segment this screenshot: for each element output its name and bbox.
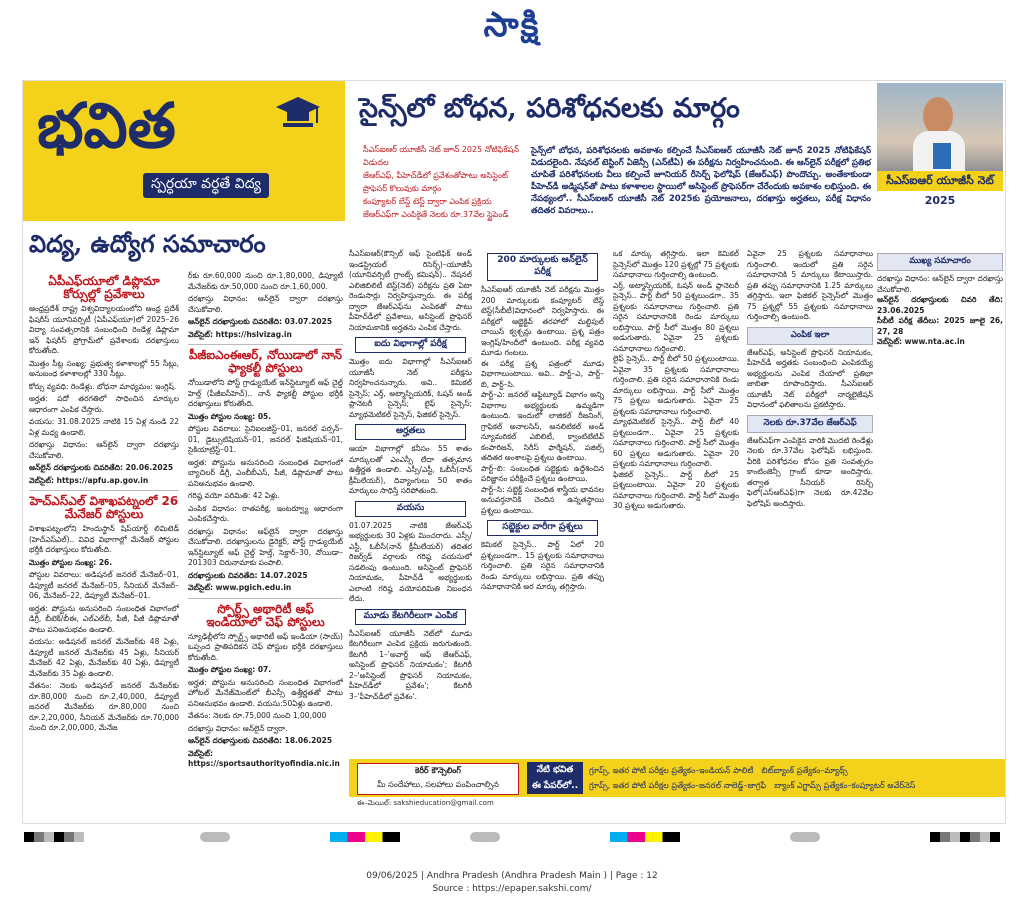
paragraph: 01.07.2025 నాటికి జేఆర్ఎఫ్ అభ్యర్థులకు 30 ఏళ్లకు మించరాదు. ఎస్సీ/ఎస్టీ, ఓబీసీ(నాన్ క్రీమీలేయర్) తదితర రిజర్వ్‌డ్ వర్గాలకు గరిష్ఠ వయసులో సడలింపు ఉంటుంది. అసిస్టెంట్ ప్రొఫెసర్ నియామకం, పీహెచ్‌డీ అభ్యర్థులకు ఎలాంటి గరిష్ఠ వయోపరిమితి నిబంధన లేదు. [349, 520, 472, 603]
label-line: నేటి భవిత [536, 765, 574, 775]
subheading: 200 మార్కులకు ఆన్‌లైన్ పరీక్ష [487, 253, 598, 281]
subheading: అర్హతలు [355, 424, 466, 440]
bhavitha-banner [23, 81, 345, 221]
paragraph: మొత్తం ఐదు విభాగాల్లో సీఎస్ఐఆర్ యూజీసీ నెట్ పరీక్షను నిర్వహించనున్నారు. అవి.. కెమికల్ సైన్సెస్; ఎర్త్, అట్మాస్ఫియరిక్, ఓషన్ అండ్ ప్లానెటరీ సైన్సెస్; లైఫ్ సైన్సెస్; మ్యాథమెటికల్ సైన్సెస్, ఫిజికల్ సైన్సెస్. [349, 357, 472, 419]
section-title: విద్య, ఉద్యోగ సమాచారం [29, 229, 266, 258]
color-bar [200, 832, 230, 842]
subheading: ఎంపిక ఇలా [747, 327, 873, 345]
issue-link[interactable]: బ్యాంక్ ఎగ్జామ్స్ ప్రత్యేకం–కంప్యూటర్ అవేర్‌నెస్ [774, 781, 916, 790]
website-link[interactable]: వెబ్‌సైట్: https://apfu.ap.gov.in [29, 475, 149, 485]
paragraph: జేఆర్ఎఫ్‌గా ఎంపికైన వారికి మొదటి రెండేళ్లు నెలకు రూ.37వేల ఫెలోషిప్ లభిస్తుంది. వీరికి పరిశోధనల కోసం ప్రతి సంవత్సరం కాంటింజెన్సీ గ్రాంట్ కూడా అందిస్తారు. తర్వాత సీనియర్ రిసెర్చ్ ఫెలో(ఎస్ఆర్ఎఫ్)గా నెలకు రూ.42వేల ఫెలోషిప్ అందిస్తారు. [747, 435, 873, 508]
newspaper-logo: సాక్షి [483, 5, 541, 45]
paragraph: వేతనం: నెలకు అడిషనల్ జనరల్ మేనేజర్‌కు రూ.80,000 నుంచి రూ.2,40,000, డిప్యూటీ జనరల్ మేనేజర్‌కు రూ.80,000 నుంచి రూ.2,20,000, సీనియర్ మేనేజర్‌కు రూ.70,000 నుంచి రూ.2,00,000, మేనేజ [29, 681, 179, 732]
book-icon [933, 143, 951, 169]
paragraph: అర్హత: పోస్టును అనుసరించి సంబంధిత విభాగంలో డిగ్రీ, బీటెక్/బీఈ, ఎల్ఎల్‌బీ, పీజీ, పీజీ డిప్లొమాతో పాటు పనిఅనుభవం ఉండాలి. [29, 603, 179, 634]
color-bar [470, 832, 500, 842]
brand-title: భవిత [37, 89, 176, 162]
deadline-text: ఆన్‌లైన్ దరఖాస్తులకు చివరితేది: 20.06.2025 [29, 463, 174, 472]
notice-heading: పీజీఐఎంఈఆర్, నోయిడాలో నాన్ ఫ్యాకల్టీ పోస్టులు [189, 348, 342, 375]
color-bar [930, 832, 1000, 842]
masthead [0, 0, 1024, 52]
page-footer [0, 870, 1024, 896]
student-face [923, 97, 953, 135]
paragraph: సీఎస్ఐఆర్ యూజీసీ నెట్‌లో మూడు కేటగిరీలుగా ఎంపిక ప్రక్రియ జరుగుతుంది. కేటగిరీ 1–'అవార్డ్ ఆఫ్ జేఆర్ఎఫ్, అసిస్టెంట్ ప్రొఫెసర్ నియామకం'; కేటగిరీ 2–'అసిస్టెంట్ ప్రొఫెసర్ నియామకం, పీహెచ్‌డీలో ప్రవేశం'; కేటగిరీ 3–'పీహెచ్‌డీలో ప్రవేశం'. [349, 628, 472, 701]
notice-heading: ఏపీఎఫ్‌యూలో డిప్లొమా కోర్సుల్లో ప్రవేశాలు [48, 274, 160, 301]
color-bar [610, 832, 680, 842]
todays-bhavitha-label [527, 762, 583, 794]
notice-body [188, 632, 343, 770]
divider [29, 490, 179, 491]
page-info: 09/06/2025 | Andhra Pradesh (Andhra Pradesh Main ) | Page : 12 [366, 871, 658, 881]
paragraph: విశాఖపట్నంలోని హిందుస్థాన్ షిప్‌యార్డ్ లిమిటెడ్ (హెచ్‌ఎస్‌ఎల్).. వివిధ విభాగాల్లో మేనేజర్ పోస్టుల భర్తీకి దరఖాస్తులు కోరుతోంది. [29, 524, 179, 554]
issue-links [589, 763, 999, 793]
paragraph: ఒక మార్కు తగ్గిస్తారు. ఇలా కెమికల్ సైన్సెస్‌లో మొత్తం 120 ప్రశ్నల్లో 75 ప్రశ్నలకు సమాధానాలు గుర్తించాల్సి ఉంటుంది. [613, 249, 739, 279]
exam-dates: సీబీటీ పరీక్ష తేదీలు: 2025 జూలై 26, 27, 28 [877, 316, 1003, 336]
article-headline: సైన్స్‌లో బోధన, పరిశోధనలకు మార్గం [359, 93, 740, 124]
paragraph: మొత్తం పోస్టుల సంఖ్య: 07. [188, 665, 272, 674]
paragraph: సీఎస్ఐఆర్ యూజీసీ నెట్ పరీక్షను మొత్తం 200 మార్కులకు కంప్యూటర్ బేస్డ్ టెస్ట్(సీబీటీ)విధానంలో నిర్వహిస్తారు. ఈ పరీక్షలో ఆబ్జెక్టివ్ తరహాలో మల్టిపుల్ చాయిస్ క్వశ్చన్లు ఉంటాయి. ప్రశ్న పత్రం ఇంగ్లిష్/హిందీలో ఉంటుంది. పరీక్ష వ్యవధి మూడు గంటలు. [481, 285, 604, 357]
paragraph: మొత్తం పోస్టుల సంఖ్య: 26. [29, 557, 113, 567]
paragraph: లైఫ్ సైన్సెస్.. పార్ట్ బీలో 50 ప్రశ్నలుంటాయి. ఏవైనా 35 ప్రశ్నలకు సమాధానాలు గుర్తించాలి. ప్రతి సరైన సమాధానానికి రెండు మార్కులు లభిస్తాయి. పార్ట్ సీలో మొత్తం 75 ప్రశ్నలు అడుగుతారు. ఏవైనా 25 ప్రశ్నలకు సమాధానాలు గుర్తించాలి. [613, 354, 739, 416]
paragraph: కోర్సు వ్యవధి: రెండేళ్లు. బోధనా మాధ్యమం: ఇంగ్లిష్. [29, 381, 177, 391]
newspaper-page [22, 80, 1006, 824]
brand-tagline: స్పర్ధయా వర్ధతే విద్య [143, 173, 269, 198]
subheading: ముఖ్య సమాచారం [877, 253, 1003, 271]
notice-heading: హెచ్‌ఎస్‌ఎల్ విశాఖపట్నంలో 26 మేనేజర్ పోస్టులు [29, 494, 179, 521]
notice-body [29, 524, 179, 734]
label-line: ఈ పేపర్‌లో.. [531, 781, 579, 791]
color-bar [330, 832, 400, 842]
paragraph: ఎర్త్, అట్మాస్ఫియరిక్, ఓషన్ అండ్ ప్లానెటరీ సైన్సెస్.. పార్ట్ బీలో 50 ప్రశ్నలుండగా.. 35 ప్రశ్నలకు సమాధానాలు గుర్తించాలి. ప్రతి సరైన సమాధానానికి రెండు మార్కులు లభిస్తాయి. పార్ట్ సీలో మొత్తం 80 ప్రశ్నలు అడుగుతారు. ఏవైనా 25 ప్రశ్నలకు సమాధానాలు గుర్తించాలి. [613, 280, 739, 353]
paragraph: ఈ పరీక్ష ప్రశ్న పత్రంలో మూడు విభాగాలుంటాయి. అవి.. పార్ట్–ఎ, పార్ట్–బి, పార్ట్–సి. [481, 358, 604, 389]
links-row [589, 763, 999, 778]
website-link[interactable]: వెబ్‌సైట్: www.nta.ac.in [877, 337, 965, 346]
color-bar [24, 832, 84, 842]
paragraph: అర్హత: పోస్టును అనుసరించి సంబంధిత విభాగంలో బ్యాచిలర్ డిగ్రీ, ఎంబీబీఎస్, పీజీ, డిప్లొమాతో పాటు పనిఅనుభవం ఉండాలి. [188, 457, 343, 488]
deadline-text: దరఖాస్తులకు చివరితేది: 14.07.2025 [188, 570, 308, 580]
paragraph: మొత్తం పోస్టుల సంఖ్య: 05. [188, 411, 272, 421]
paragraph: మొత్తం సీట్ల సంఖ్య: ప్రభుత్వ కళాశాలల్లో 55 సీట్లు, అనుబంధ కళాశాలల్లో 330 సీట్లు. [29, 358, 179, 378]
paragraph: గరిష్ఠ వయో పరిమితి: 42 ఏళ్లు. [188, 491, 280, 500]
notice-body [188, 271, 343, 340]
paragraph: పోస్టుల వివరాలు: అడిషనల్ జనరల్ మేనేజర్–01, డిప్యూటీ జనరల్ మేనేజర్–05, సీనియర్ మేనేజర్–06, మేనేజర్–22, డిప్యూటీ మేనేజర్–01. [29, 570, 179, 600]
website-link[interactable]: వెబ్‌సైట్: https://hslvizag.in [188, 329, 292, 339]
notice-body [188, 378, 343, 594]
paragraph: న్యూఢిల్లీలోని స్పోర్ట్స్ అథారిటీ ఆఫ్ ఇండియా (సాయ్) ఒప్పంద ప్రాతిపదికన చెఫ్ పోస్టుల భర్తీకి దరఖాస్తులు కోరుతోంది. [188, 631, 343, 662]
highlight-item: కంప్యూటర్ బేస్డ్ టెస్ట్ ద్వారా ఎంపిక ప్రక్రియ [363, 197, 492, 206]
highlights-list [363, 143, 523, 243]
paragraph: జేఆర్ఎఫ్, అసిస్టెంట్ ప్రొఫెసర్ నియామకం, పీహెచ్‌డీ అర్హతకు సంబంధించి ఎంపికయ్యే అభ్యర్థులను ఎంపిక చేయాలో ప్రతిభా జాబితా రూపొందిస్తారు. సీఎస్ఐఆర్ యూజీసీ నెట్ పరీక్షలో నార్మలైజేషన్ విధానంలో ఫలితాలను ప్రకటిస్తారు. [747, 347, 873, 409]
issue-link[interactable]: గ్రూప్స్, ఇతర పోటీ పరీక్షల ప్రత్యేకం–జనరల్ నాలెడ్జ్–జాగ్రఫీ [589, 781, 767, 790]
paragraph: దరఖాస్తు విధానం: ఆన్‌లైన్ ద్వారా. [188, 723, 288, 733]
box-line: మీ సందేహాలు, సలహాలు పంపించాల్సిన [377, 780, 499, 789]
highlight-item: జేఆర్ఎఫ్, పీహెచ్‌డీలో ప్రవేశంతోపాటు అసిస్టెంట్ ప్రొఫెసర్ కొలువుకు మార్గం [363, 171, 509, 193]
paragraph: ఆయా విభాగాల్లో కనీసం 55 శాతం మార్కులతో ఎంఎస్సీ లేదా తత్సమాన ఉత్తీర్ణత ఉండాలి. ఎస్సీ/ఎస్టీ, ఓబీసీ(నాన్ క్రీమీలేయర్), దివ్యాంగులు 50 శాతం మార్కులు సాధిస్తే సరిపోతుంది. [349, 444, 472, 495]
deadline-text: ఆన్‌లైన్ దరఖాస్తులకు చివరితేది: 03.07.2025 [188, 317, 333, 326]
highlight-item: జేఆర్ఎఫ్‌గా ఎంపికైతే నెలకు రూ.37వేల స్టైపెండ్ [363, 210, 509, 219]
paragraph: దరఖాస్తు విధానం: ఆన్‌లైన్ ద్వారా దరఖాస్తు చేసుకోవాలి. [877, 274, 1003, 294]
key-info-column [877, 249, 1003, 749]
paragraph: పోస్టుల వివరాలు: సైనిఐలజిస్ట్–01, జనరల్ పర్సన్–01, డైట్సుటిషియన్–01, జనరల్ ఫిజిషియన్–01, సైకియాట్రిస్ట్–01. [188, 424, 343, 454]
deadline-text: ఆన్‌లైన్ దరఖాస్తులకు చివరితేది: 18.06.2025 [188, 736, 333, 745]
paragraph: మ్యాథమెటికల్ సైన్సెస్.. పార్ట్ బీలో 40 ప్రశ్నలుండగా.. ఏవైనా 25 ప్రశ్నలకు సమాధానాలు గుర్తించాలి. పార్ట్ సీలో మొత్తం 60 ప్రశ్నలు అడుగుతారు. ఏవైనా 20 ప్రశ్నలకు సమాధానాలు గుర్తించాలి. [613, 417, 739, 468]
box-title: కెరీర్ కౌన్సెలింగ్ [415, 766, 461, 775]
paragraph: అర్హత: పోస్టును అనుసరించి సంబంధిత విభాగంలో హోటల్ మేనేజ్‌మెంట్‌లో బీఎస్సీ ఉత్తీర్ణతతో పాటు పనిఅనుభవం ఉండాలి. వయసు:50ఏళ్లు ఉండాలి. [188, 677, 343, 708]
notice-heading: స్పోర్ట్స్ అథారిటీ ఆఫ్ ఇండియాలో చెఫ్ పోస్టులు [206, 601, 325, 629]
subheading: నెలకు రూ.37వేల జేఆర్ఎఫ్ [747, 415, 873, 433]
paragraph: సీఎస్ఐఆర్(కౌన్సిల్ ఆఫ్ సైంటిఫిక్ అండ్ ఇండస్ట్రియల్ రిసెర్చ్)–యూజీసీ (యూనివర్సిటీ గ్రాంట్స్ కమిషన్).. నేషనల్ ఎలిజిబిలిటీ టెస్ట్(నెట్) పరీక్షను ప్రతి ఏటా రెండుసార్లు నిర్వహిస్తున్నారు. ఈ పరీక్ష ద్వారా జేఆర్ఎఫ్‌ను ఎంపికతో పాటు పీహెచ్‌డీలో ప్రవేశాలు, అసిస్టెంట్ ప్రొఫెసర్ నియామకానికి అర్హతను ఎంపిక చేస్తారు. [349, 249, 472, 332]
paragraph: ఏవైనా 25 ప్రశ్నలకు సమాధానాలు గుర్తించాలి. ఇందులో ప్రతి సరైన సమాధానానికి 5 మార్కులు కేటాయిస్తారు. ప్రతి తప్పు సమాధానానికి 1.25 మార్కులు తగ్గిస్తారు. ఇలా ఫిజికల్ సైన్సెస్‌లో మొత్తం 75 ప్రశ్నల్లో 55 ప్రశ్నలకు సమాధానాలు గుర్తించాల్సి ఉంటుంది. [747, 249, 873, 321]
website-link[interactable]: వెబ్‌సైట్: www.pgich.edu.in [188, 583, 292, 592]
color-bar [790, 832, 820, 842]
photo-caption: సీఎస్ఐఆర్ యూజీసీ నెట్ 2025 [877, 171, 1003, 191]
article-column-4 [747, 249, 873, 749]
email-line: ఈ–మెయిల్: sakshieducation@gmail.com [357, 799, 494, 807]
paragraph: దరఖాస్తు విధానం: ఆన్‌లైన్ ద్వారా దరఖాస్తు చేసుకోవాలి. [188, 294, 343, 314]
inside-this-issue-strip [349, 759, 1005, 797]
subheading: సబ్జెక్టుల వారీగా ప్రశ్నలు [487, 520, 598, 536]
paragraph: పార్ట్–ఎ: జనరల్ ఆప్టిట్యూడ్ విభాగం అన్ని విభాగాల అభ్యర్థులకు ఉమ్మడిగా ఉంటుంది. ఇందులో లాజికల్ రీజనింగ్, గ్రాఫికల్ అనాలసిస్, అనలిటికల్ అండ్ న్యూమరికల్ ఎబిలిటీ, క్వాంటిటేటివ్ కంపారిజన్, సిరీస్ ఫార్మేషన్, పజిల్స్ తదితర అంశాలపై ప్రశ్నలు ఉంటాయి. [481, 390, 604, 462]
paragraph: ఆంధ్రప్రదేశ్ రాష్ట్ర విశ్వవిద్యాలయంలోని ఆంధ్ర ప్రదేశ్ ఫిషరీస్ యూనివర్సిటీ (ఏపీఎఫ్‌యూ)లో 2025–26 విద్యా సంవత్సరానికి సంబంధించి రెండేళ్ల డిప్లొమా ఇన్ ఫిషరీస్ ప్రోగ్రామ్‌లో ప్రవేశాలకు దరఖాస్తులు కోరుతోంది. [29, 304, 179, 355]
main-article [349, 81, 1005, 823]
paragraph: వేతనం: నెలకు రూ.75,000 నుంచి 1,00,000 [188, 711, 327, 720]
paragraph: వయసు: 31.08.2025 నాటికి 15 ఏళ్ల నుండి 22 ఏళ్ల మధ్య ఉండాలి. [29, 417, 179, 437]
website-link[interactable]: వెబ్‌సైట్: https://sportsauthorityofindia.nic.in [188, 748, 340, 768]
paragraph: ఎంపిక విధానం: రాతపరీక్ష, ఇంటర్వ్యూ ఆధారంగా ఎంపికచేస్తారు. [188, 503, 343, 523]
paragraph: దరఖాస్తు విధానం: ఆఫ్‌లైన్ ద్వారా దరఖాస్తు చేసుకోవాలి. దరఖాస్తులను డైరెక్టర్, పోస్ట్ గ్రాడ్యుయేట్ ఇన్‌స్టిట్యూట్ ఆఫ్ చైల్డ్ హెల్త్, సెక్టార్–30, నోయిడా–201303 చిరునామాకు పంపాలి. [188, 526, 343, 567]
subheading: ఐదు విభాగాల్లో పరీక్ష [355, 337, 466, 353]
issue-link[interactable]: గ్రూప్స్, ఇతర పోటీ పరీక్షల ప్రత్యేకం–ఇండియన్ పాలిటీ [589, 766, 754, 775]
paragraph: ర్‌కు రూ.60,000 నుంచి రూ.1,80,000, డిప్యూటీ మేనేజర్‌కు రూ.50,000 నుంచి రూ.1,60,000. [188, 271, 343, 291]
student-photo [877, 83, 1003, 207]
paragraph: అర్హత: పదో తరగతిలో సాధించిన మార్కుల ఆధారంగా ఎంపిక చేస్తారు. [29, 394, 179, 414]
article-column-2 [481, 249, 604, 749]
divider [188, 344, 343, 345]
divider [188, 598, 343, 599]
graduation-cap-icon [275, 95, 321, 129]
notifications-column-2 [188, 271, 343, 816]
paragraph: కెమికల్ సైన్సెస్.. పార్ట్‌ ఏలో 20 ప్రశ్నలుండగా.. 15 ప్రశ్నలకు సమాధానాలు గుర్తించాలి. ప్రతి సరైన సమాధానానికి రెండు మార్కులు లభిస్తాయి. ప్రతి తప్పు సమాధానానికి అర మార్కు తగ్గిస్తారు. [481, 540, 604, 591]
career-counselling-box [357, 763, 519, 795]
highlight-item: సీఎస్ఐఆర్ యూజీసీ నెట్ జూన్ 2025 నోటిఫికేషన్ విడుదల [363, 145, 519, 167]
paragraph: పార్ట్–బి: సంబంధిత సబ్జెక్టుకు ఉద్దేశించిన పరిజ్ఞానం పరీక్షించే ప్రశ్నలు ఉంటాయి. [481, 463, 604, 483]
article-column-3 [613, 249, 739, 749]
issue-link[interactable]: బిట్‌బ్యాంక్ ప్రత్యేకం–మ్యాథ్స్ [761, 766, 848, 775]
paragraph: పార్ట్–సి: సబ్జెక్ట్ సంబంధిత శాస్త్రీయ భావనల అనువర్తనానికి చెందిన ఉన్నతస్థాయి ప్రశ్నలు ఉంటాయి. [481, 484, 604, 515]
notice-body [29, 304, 179, 486]
notifications-column-1 [29, 271, 179, 816]
deadline-text: ఆన్‌లైన్ దరఖాస్తులకు చివరి తేది: 23.06.2025 [877, 295, 1003, 315]
paragraph: నోయిడాలోని పోస్ట్ గ్రాడ్యుయేట్ ఇన్‌స్టిట్యూట్ ఆఫ్ చైల్డ్ హెల్త్ (పీజీఐసీహెచ్).. నాన్ ఫ్యాకల్టీ పోస్టుల భర్తీకి దరఖాస్తులు కోరుతోంది. [188, 378, 343, 408]
paragraph: వయసు: అడిషనల్ జనరల్ మేనేజర్‌కు 48 ఏళ్లు, డిప్యూటీ జనరల్ మేనేజర్‌కు 45 ఏళ్లు, సీనియర్ మేనేజర్ 42 ఏళ్లు, మేనేజర్‌కు 40 ఏళ్లు, డిప్యూటీ మేనేజర్‌కు 35 ఏళ్లు ఉండాలి. [29, 637, 179, 678]
subheading: మూడు కేటగిరీలుగా ఎంపిక [355, 609, 466, 625]
source-link[interactable]: Source : https://epaper.sakshi.com/ [432, 884, 592, 894]
left-section [23, 81, 345, 823]
subheading: వయసు [355, 501, 466, 517]
paragraph: ఫిజికల్ సైన్సెస్.. పార్ట్ బీలో 25 ప్రశ్నలుంటాయి. ఏవైనా 20 ప్రశ్నలకు సమాధానాలు గుర్తించాలి. పార్ట్ సీలో మొత్తం 30 ప్రశ్నలు అడుగుతారు. [613, 469, 739, 510]
headline-area [349, 81, 869, 141]
links-row [589, 778, 999, 793]
article-column-1 [349, 249, 472, 749]
paragraph: దరఖాస్తు విధానం: ఆన్‌లైన్ ద్వారా దరఖాస్తు చేసుకోవాలి. [29, 440, 179, 460]
registration-marks [0, 830, 1024, 844]
article-intro: సైన్స్‌లో బోధన, పరిశోధనలకు అవకాశం కల్పించే సీఎస్ఐఆర్ యూజీసీ నెట్ జూన్ 2025 నోటిఫికేషన్ విడుదలైంది. నేషనల్ టెస్టింగ్ ఏజెన్సీ (ఎన్‌టీఏ) ఈ పరీక్షను నిర్వహించనుంది. ఈ ఆన్‌లైన్ పరీక్షలో ప్రతిభ చూపితే పరిశోధనలకు వీలు కల్పించే జూనియర్ రీసెర్చ్ ఫెలోషిప్ (జేఆర్ఎఫ్) పొందొచ్చు. అంతేకాకుండా పీహెచ్‌డీ అడ్మిషన్‌తో పాటు కళాశాలల స్థాయిలో అసిస్టెంట్ ప్రొఫెసర్‌గా చేరేందుకు అవకాశం లభిస్తుంది. ఈ నేపథ్యంలో.. సీఎస్ఐఆర్ యూజీసీ నెట్ 2025కు ప్రయోజనాలు, దరఖాస్తు అర్హతలు, పరీక్ష విధానం తదితర వివరాలు.. [531, 146, 871, 216]
